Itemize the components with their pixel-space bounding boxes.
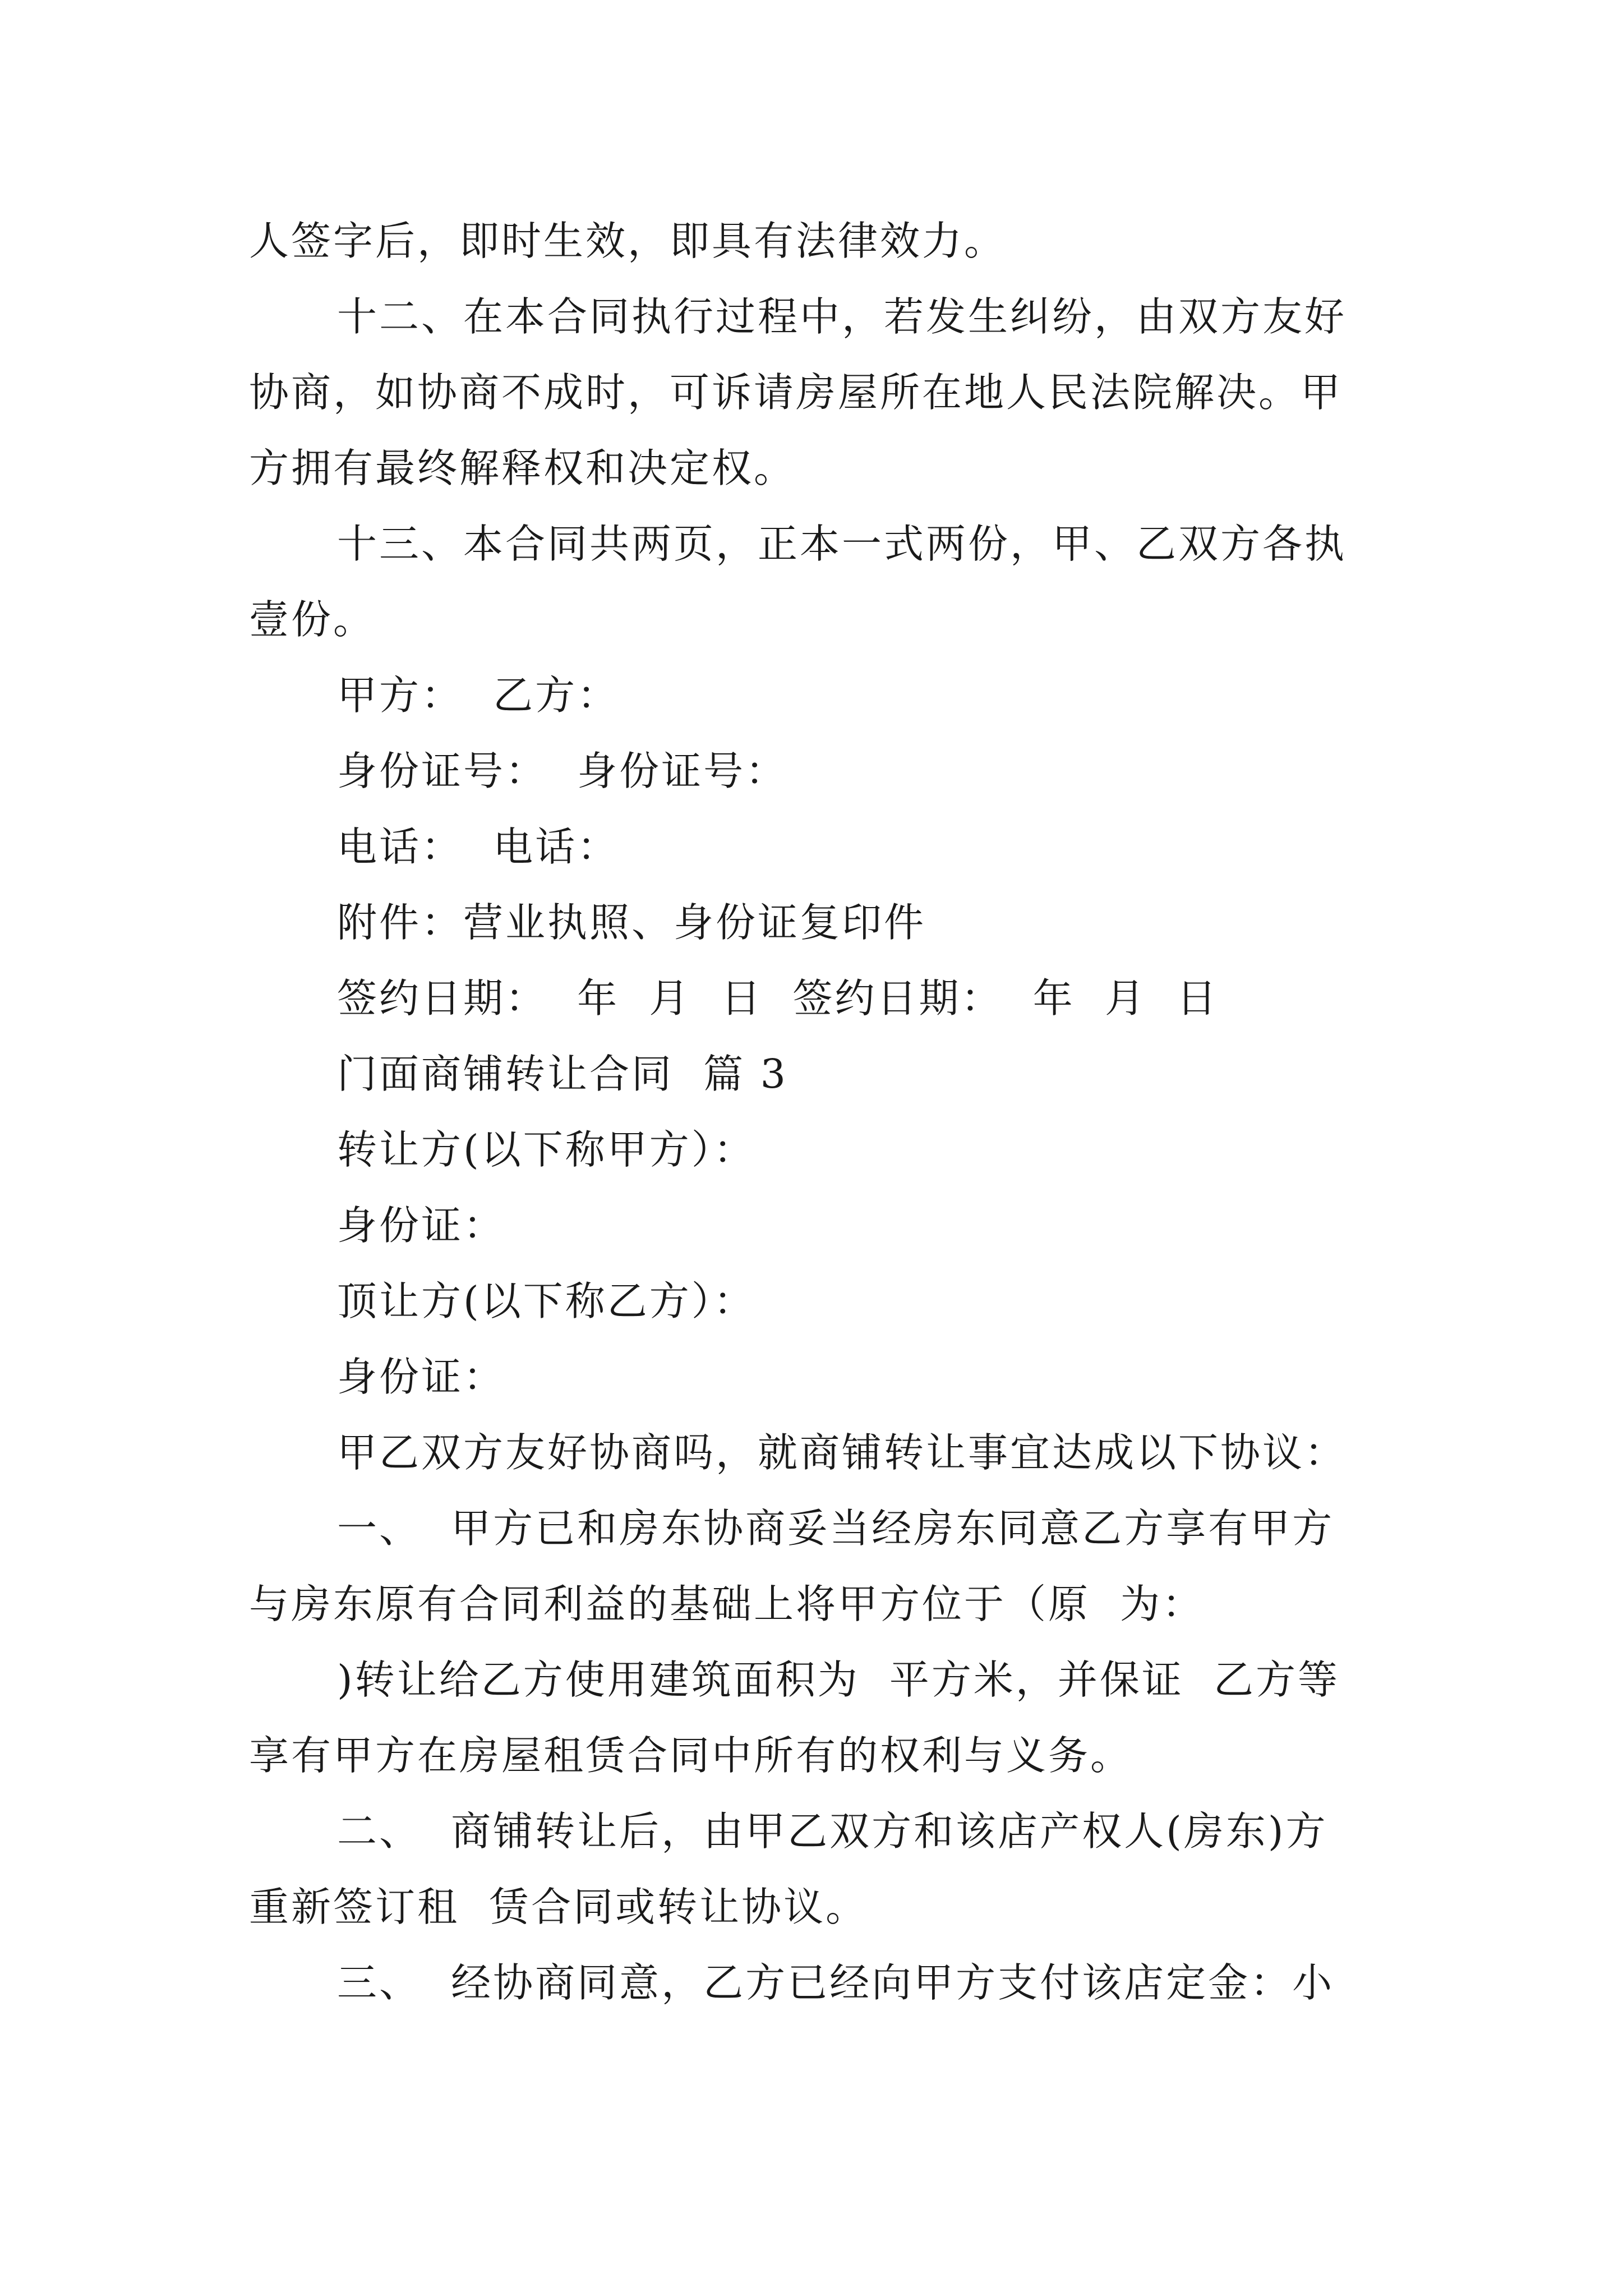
text-line-16: 身份证： — [337, 1354, 506, 1400]
text-line-23: 重新签订租 赁合同或转让协议。 — [249, 1884, 868, 1930]
text-line-9: 电话： 电话： — [337, 823, 620, 870]
text-line-10: 附件：营业执照、身份证复印件 — [337, 899, 926, 946]
text-line-8: 身份证号： 身份证号： — [337, 748, 788, 794]
text-line-18: 一、 甲方已和房东协商妥当经房东同意乙方享有甲方 — [337, 1505, 1335, 1552]
text-line-2: 十二、在本合同执行过程中，若发生纠纷，由双方友好 — [337, 293, 1347, 340]
text-line-17: 甲乙双方友好协商吗，就商铺转让事宜达成以下协议： — [337, 1429, 1347, 1476]
text-line-5: 十三、本合同共两页，正本一式两份，甲、乙双方各执 — [337, 521, 1347, 567]
text-line-21: 享有甲方在房屋租赁合同中所有的权利与义务。 — [249, 1732, 1133, 1779]
text-line-13: 转让方(以下称甲方）： — [337, 1126, 756, 1173]
text-line-7: 甲方： 乙方： — [337, 672, 620, 719]
text-line-4: 方拥有最终解释权和决定权。 — [249, 445, 796, 491]
section-heading: 门面商铺转让合同 篇 3 — [337, 1051, 788, 1097]
text-line-24: 三、 经协商同意，乙方已经向甲方支付该店定金：小 — [337, 1959, 1335, 2006]
text-line-19: 与房东原有合同利益的基础上将甲方位于（原 为： — [249, 1581, 1205, 1627]
text-line-11: 签约日期： 年 月 日 签约日期： 年 月 日 — [337, 975, 1219, 1022]
text-line-3: 协商，如协商不成时，可诉请房屋所在地人民法院解决。甲 — [249, 369, 1343, 416]
text-line-15: 顶让方(以下称乙方）： — [337, 1278, 756, 1324]
text-line-14: 身份证： — [337, 1202, 506, 1249]
text-line-22: 二、 商铺转让后，由甲乙双方和该店产权人(房东)方 — [337, 1808, 1328, 1855]
text-line-6: 壹份。 — [249, 596, 376, 643]
text-line-1: 人签字后，即时生效，即具有法律效力。 — [249, 218, 1007, 264]
text-line-20: )转让给乙方使用建筑面积为 平方米，并保证 乙方等 — [337, 1657, 1340, 1703]
